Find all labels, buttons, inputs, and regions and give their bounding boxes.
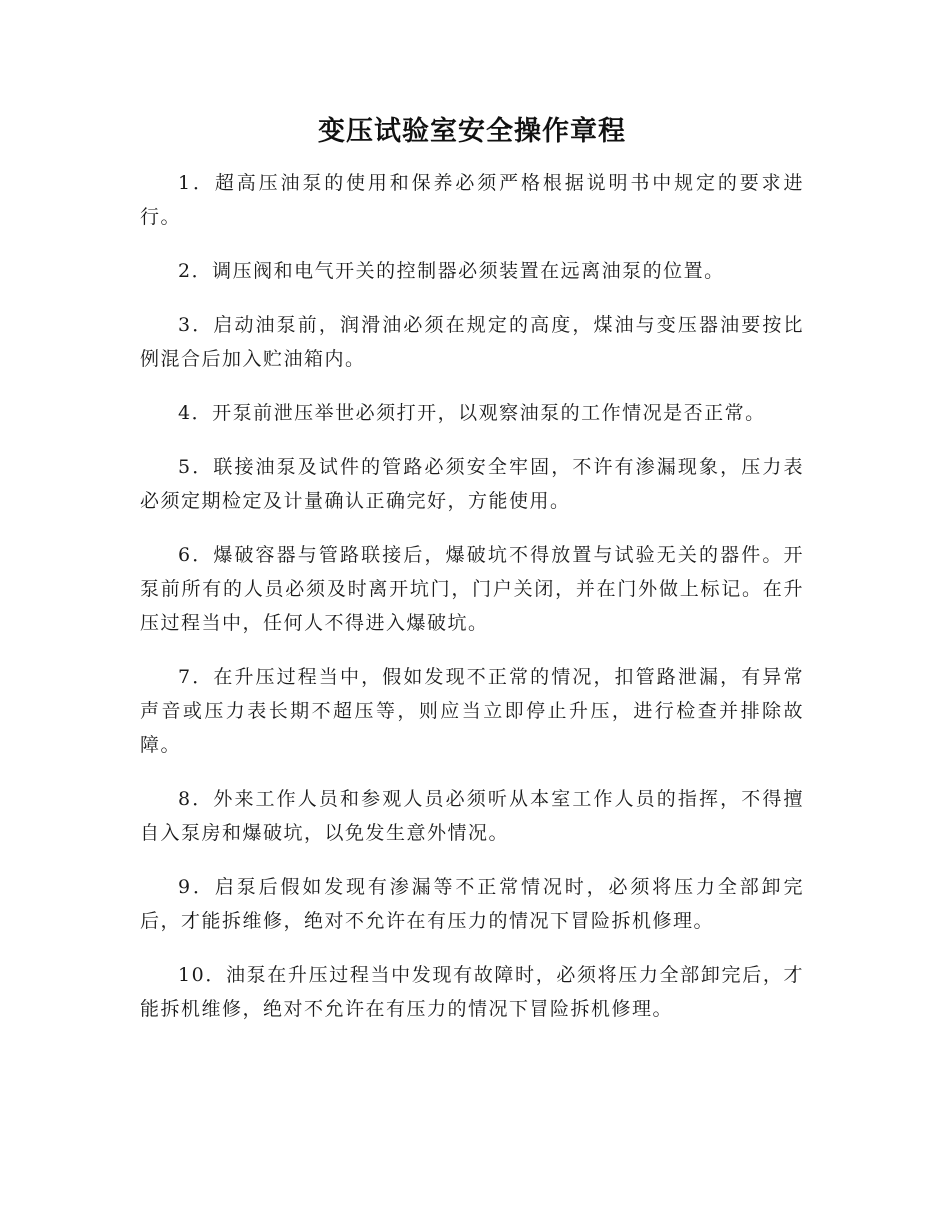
paragraph-6: 6．爆破容器与管路联接后，爆破坑不得放置与试验无关的器件。开泵前所有的人员必须及时离开坑门，门户关闭，并在门外做上标记。在升压过程当中，任何人不得进入爆破坑。 (140, 544, 804, 634)
paragraph-10: 10．油泵在升压过程当中发现有故障时，必须将压力全部卸完后，才能拆机维修，绝对不允许在有压力的情况下冒险拆机修理。 (140, 964, 804, 1020)
paragraph-5: 5．联接油泵及试件的管路必须安全牢固，不许有渗漏现象，压力表必须定期检定及计量确认正确完好，方能使用。 (140, 456, 804, 512)
paragraph-7: 7．在升压过程当中，假如发现不正常的情况，扣管路泄漏，有异常声音或压力表长期不超压等，则应当立即停止升压，进行检查并排除故障。 (140, 666, 804, 756)
paragraph-4: 4．开泵前泄压举世必须打开，以观察油泵的工作情况是否正常。 (178, 402, 766, 424)
paragraph-9: 9．启泵后假如发现有渗漏等不正常情况时，必须将压力全部卸完后，才能拆维修，绝对不允许在有压力的情况下冒险拆机修理。 (140, 876, 804, 932)
paragraph-2: 2．调压阀和电气开关的控制器必须装置在远离油泵的位置。 (178, 260, 725, 282)
paragraph-8: 8．外来工作人员和参观人员必须听从本室工作人员的指挥，不得擅自入泵房和爆破坑，以免发生意外情况。 (140, 788, 804, 844)
document-title: 变压试验室安全操作章程 (318, 116, 626, 147)
paragraph-3: 3．启动油泵前，润滑油必须在规定的高度，煤油与变压器油要按比例混合后加入贮油箱内。 (140, 314, 804, 370)
paragraph-1: 1．超高压油泵的使用和保养必须严格根据说明书中规定的要求进行。 (140, 172, 804, 228)
document-page (140, 108, 804, 1046)
